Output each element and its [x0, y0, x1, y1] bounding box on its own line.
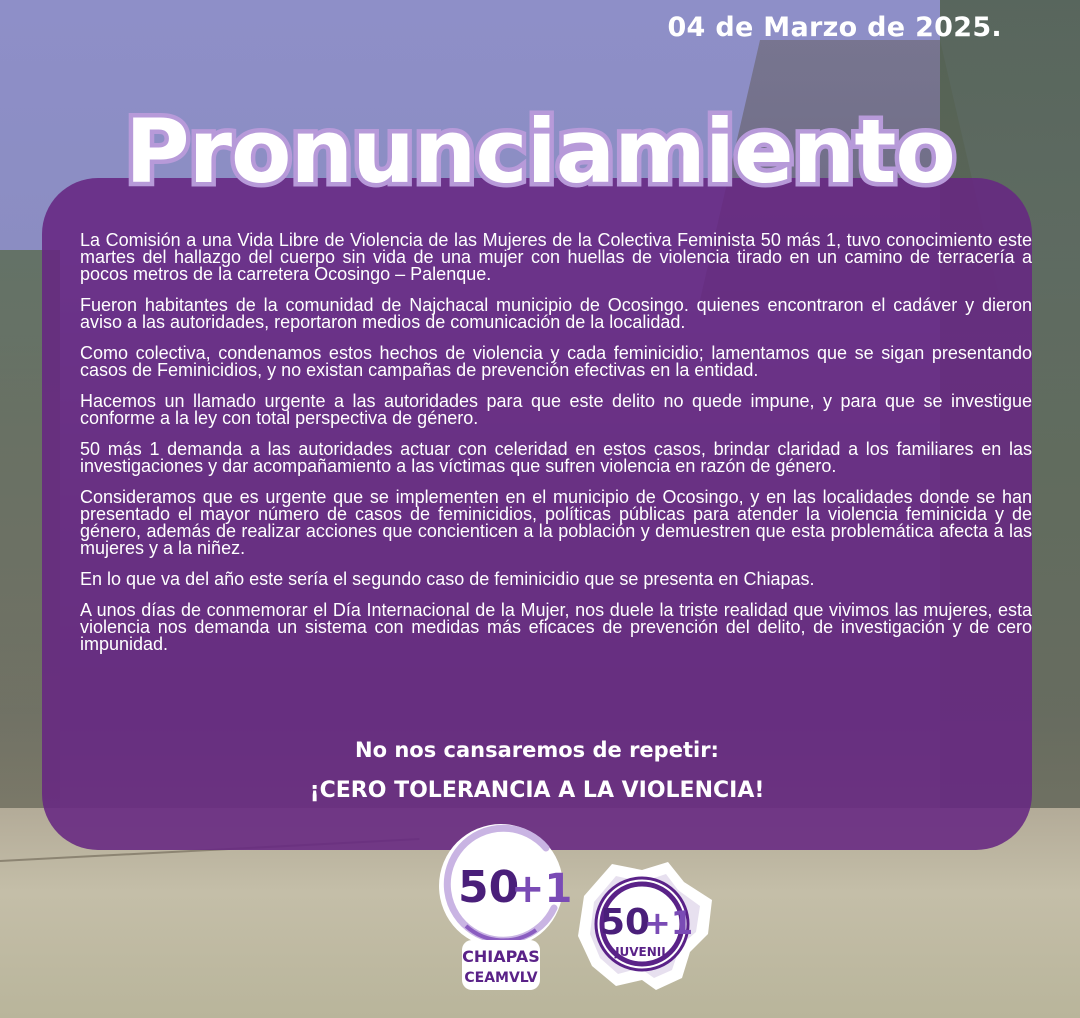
- juvenil-logo-label: JUVENIL: [615, 945, 669, 959]
- paragraph: Hacemos un llamado urgente a las autoridades para que este delito no quede impune, y para que se investigue conforme a la ley con total perspectiva de género.: [80, 391, 1032, 428]
- paragraph: Como colectiva, condenamos estos hechos de violencia y cada feminicidio; lamentamos que se sigan presentando casos de Feminicidios, y no existan campañas de prevención efectivas en la entidad.: [80, 343, 1032, 380]
- slogan-line-1: No nos cansaremos de repetir:: [355, 738, 719, 762]
- paragraph: En lo que va del año este sería el segundo caso de feminicidio que se presenta en Chiapas.: [80, 569, 815, 589]
- chiapas-logo: [436, 818, 573, 994]
- juvenil-logo-number: 50: [600, 902, 651, 943]
- statement-body: [80, 232, 1032, 667]
- paragraph: La Comisión a una Vida Libre de Violencia de las Mujeres de la Colectiva Feminista 50 más 1, tuvo conocimiento este martes del hallazgo del cuerpo sin vida de una mujer con huellas de violencia tirado en un camino de terracería a pocos metros de la carretera Ocosingo – Palenque.: [80, 230, 1032, 284]
- chiapas-logo-sublabel: CEAMVLV: [464, 970, 538, 986]
- paragraph: Fueron habitantes de la comunidad de Najchacal municipio de Ocosingo. quienes encontraron el cadáver y dieron aviso a las autoridades, reportaron medios de comunicación de la localidad.: [80, 295, 1032, 332]
- paragraph: A unos días de conmemorar el Día Internacional de la Mujer, nos duele la triste realidad que vivimos las mujeres, esta violencia nos demanda un sistema con medidas más eficaces de prevención del delito, de investigación y de cero impunidad.: [80, 600, 1032, 654]
- slogan-line-2: ¡CERO TOLERANCIA A LA VIOLENCIA!: [309, 778, 765, 803]
- page-title: Pronunciamiento: [125, 100, 955, 203]
- juvenil-logo: [572, 856, 716, 996]
- juvenil-logo-plus: +1: [644, 904, 694, 942]
- chiapas-logo-plus: +1: [511, 866, 573, 912]
- chiapas-logo-label: CHIAPAS: [462, 947, 540, 966]
- paragraph: 50 más 1 demanda a las autoridades actuar con celeridad en estos casos, brindar claridad a los familiares en las investigaciones y dar acompañamiento a las víctimas que sufren violencia en razón de género.: [80, 439, 1032, 476]
- paragraph: Consideramos que es urgente que se implementen en el municipio de Ocosingo, y en las localidades donde se han presentado el mayor número de casos de feminicidios, políticas públicas para atender la violencia feminicida y de género, además de realizar acciones que concienticen a la población y demuestren que esta problemática afecta a las mujeres y a la niñez.: [80, 487, 1032, 558]
- chiapas-logo-number: 50: [458, 862, 520, 913]
- publication-date: 04 de Marzo de 2025.: [667, 12, 1002, 43]
